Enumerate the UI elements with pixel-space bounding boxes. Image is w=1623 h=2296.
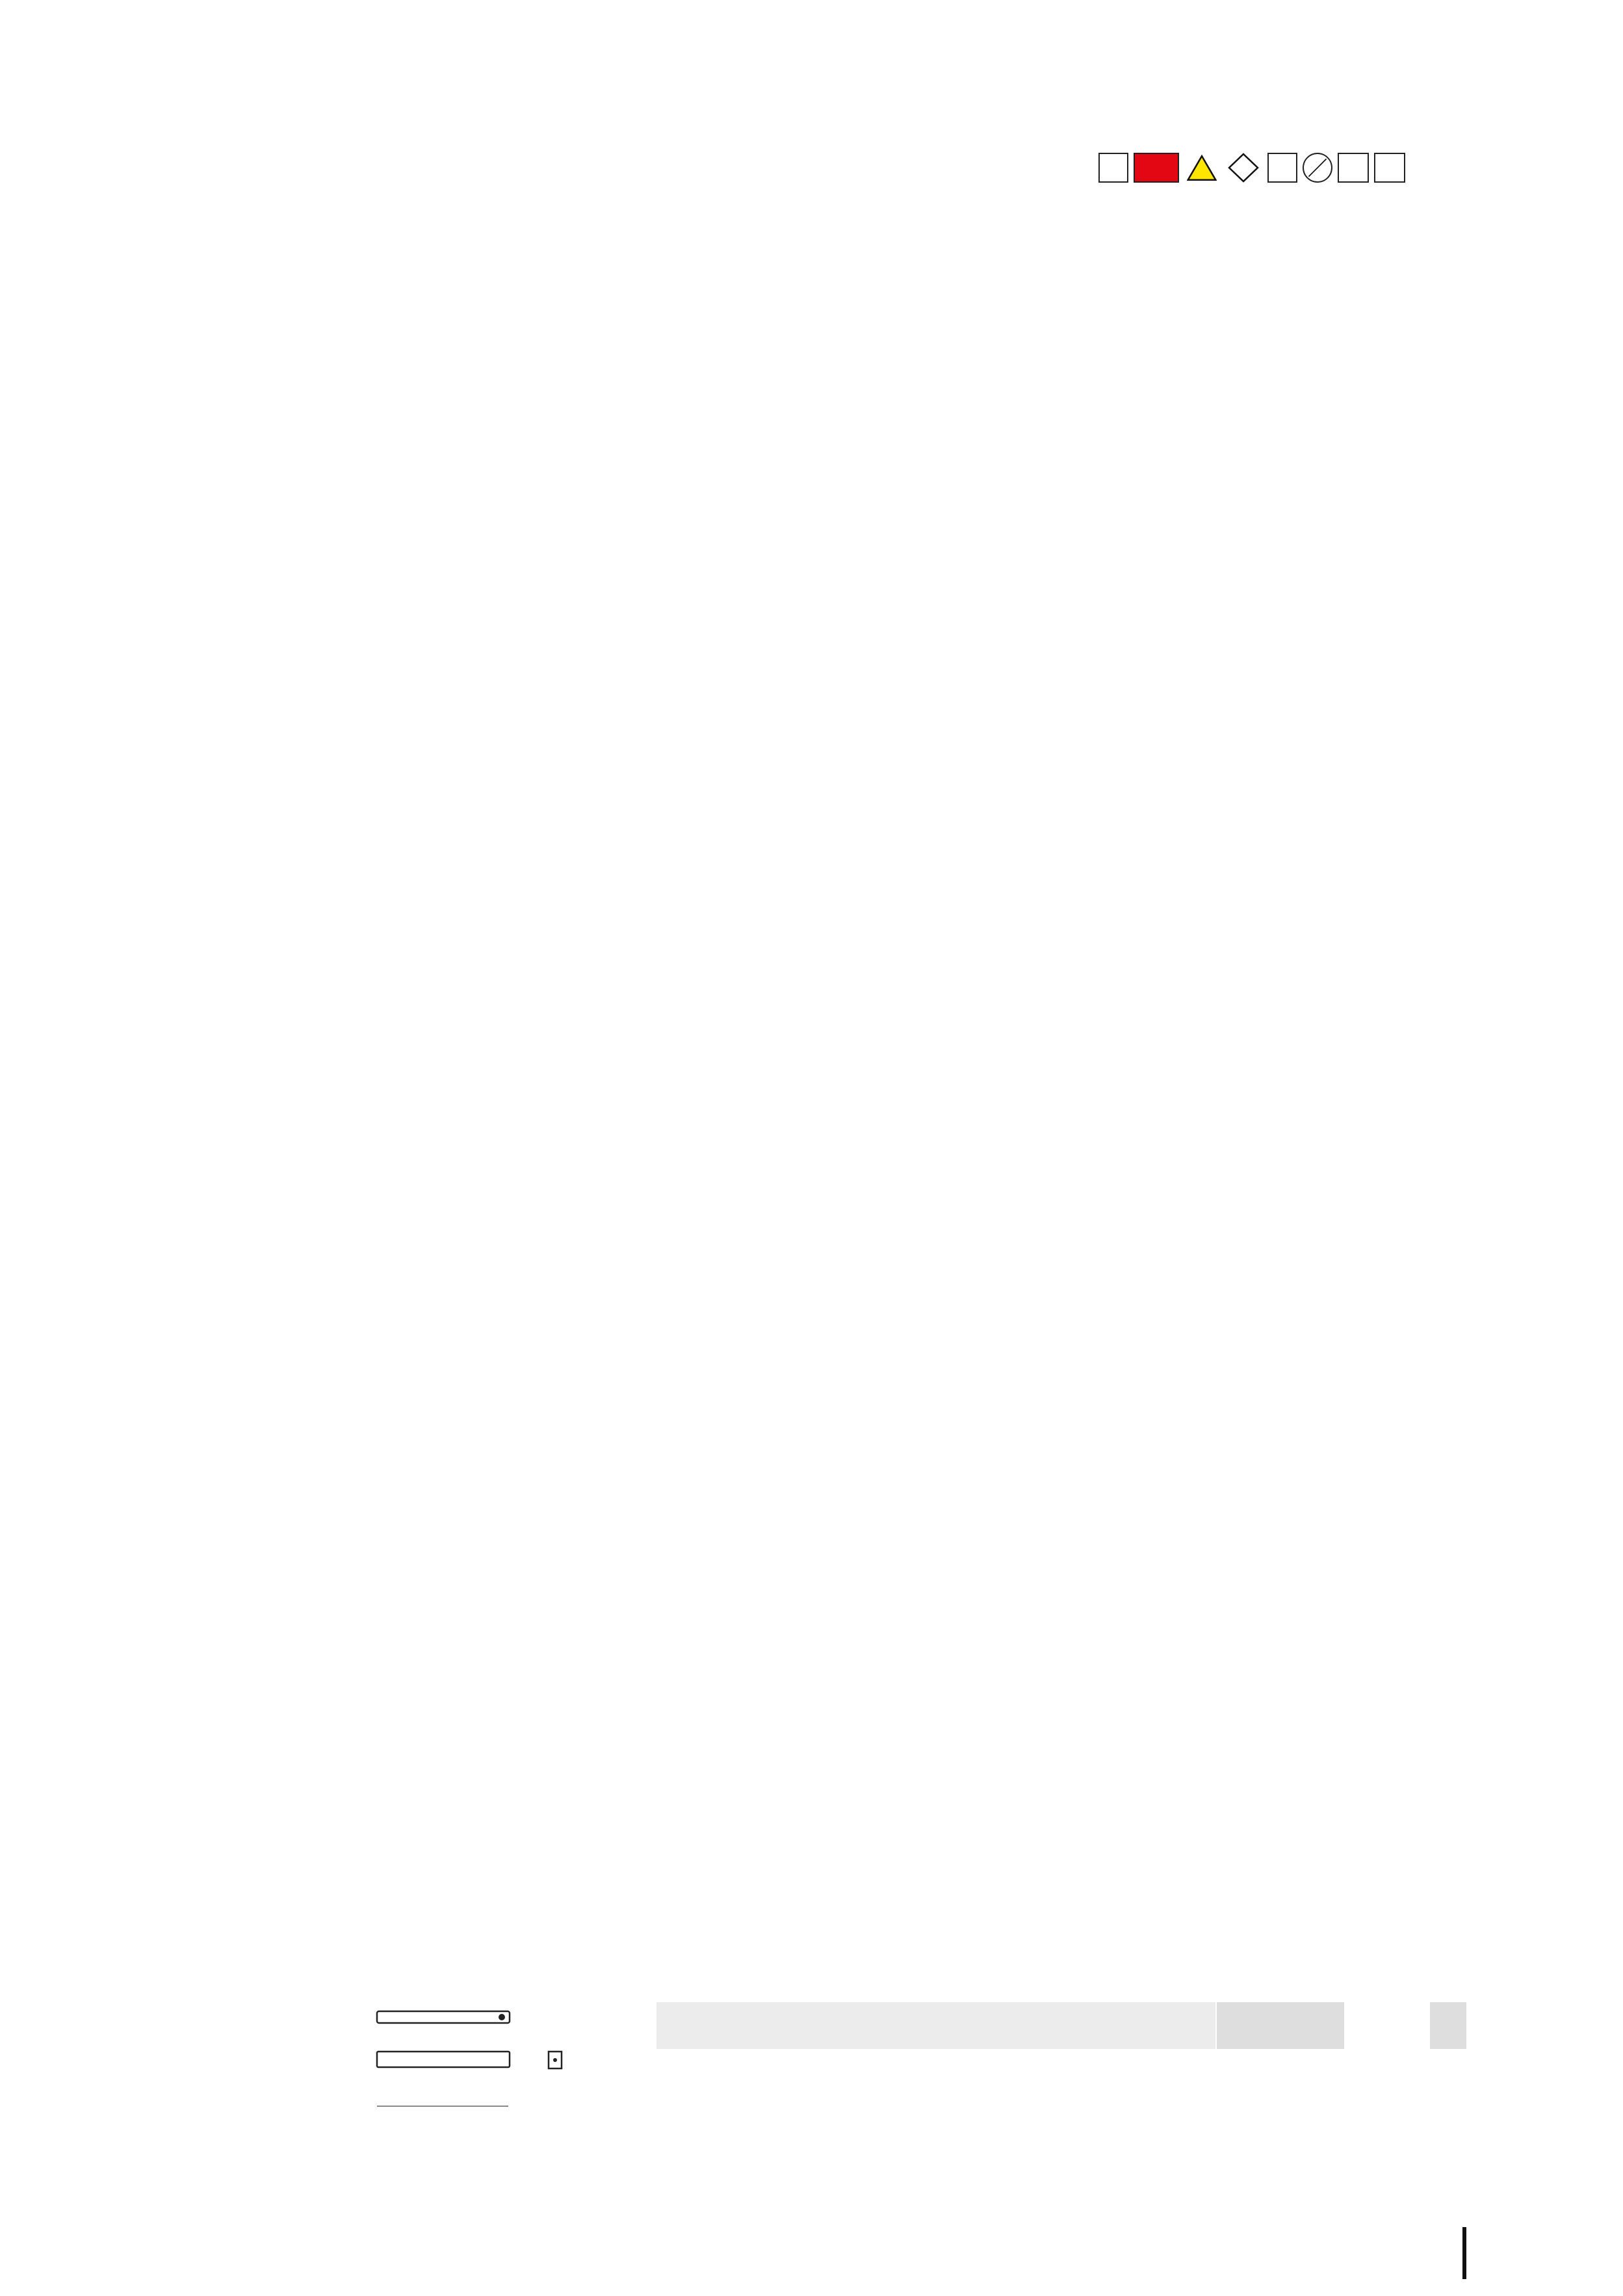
side-label	[1551, 85, 1590, 299]
canopy-code	[1217, 2002, 1344, 2049]
warning-triangle-icon	[1184, 153, 1219, 183]
energy-class-badge	[1098, 153, 1128, 183]
cri-badge	[1374, 153, 1405, 183]
ugr-badge	[1338, 153, 1369, 183]
canopy-colors	[1430, 2002, 1466, 2049]
certification-badges	[1098, 151, 1440, 185]
no-flammable-icon	[1303, 153, 1332, 183]
ip20-badge	[1267, 153, 1297, 183]
footer-bar	[1462, 2227, 1466, 2279]
current-badge	[1134, 153, 1179, 183]
canopy-row	[656, 2002, 1215, 2049]
class-iii-icon	[1225, 153, 1262, 183]
canopy-drawing	[372, 2003, 645, 2146]
ce-mark	[1410, 153, 1440, 183]
